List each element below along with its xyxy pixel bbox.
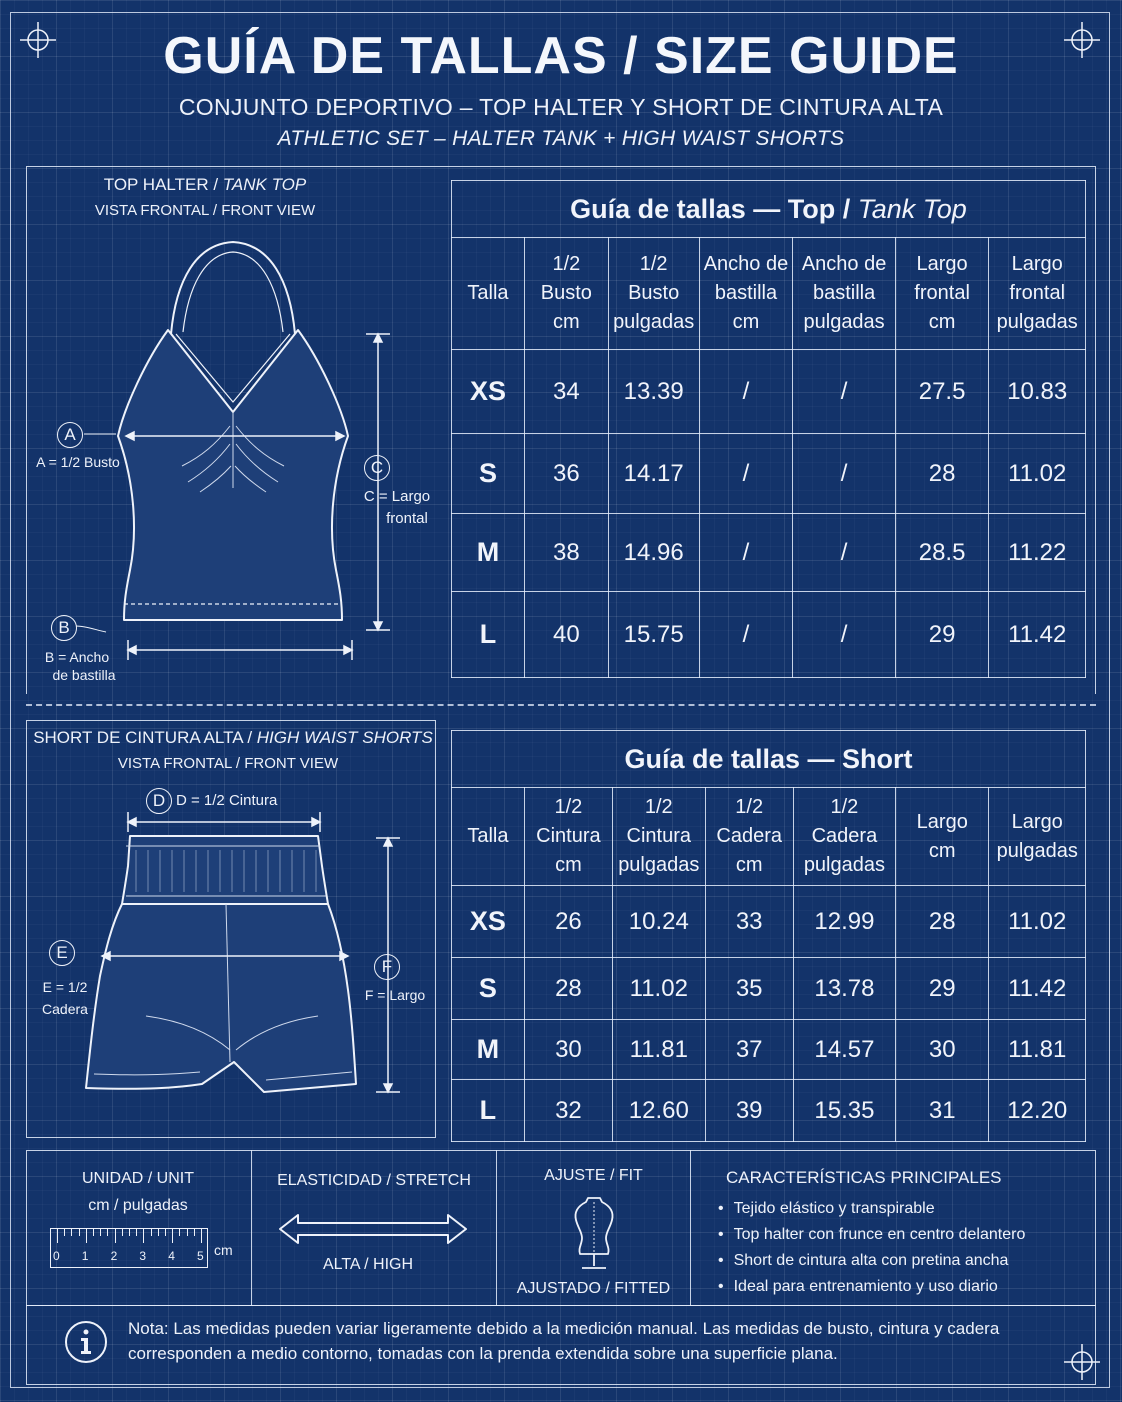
size-cell: XS xyxy=(452,350,525,434)
top-size-table xyxy=(451,180,1086,678)
header-line: pulgadas xyxy=(803,311,885,333)
feature-item: • Short de cintura alta con pretina ancha xyxy=(718,1248,1025,1274)
fit-title: AJUSTE / FIT xyxy=(544,1167,643,1184)
value-cell: 12.99 xyxy=(793,886,895,958)
value-cell: / xyxy=(793,592,895,678)
features-list xyxy=(718,1196,1025,1300)
column-header xyxy=(896,788,989,886)
ruler-tick xyxy=(194,1229,195,1236)
value-cell: 27.5 xyxy=(895,350,989,434)
ruler-tick xyxy=(122,1229,123,1236)
value-cell: 11.81 xyxy=(612,1020,705,1080)
ruler-tick xyxy=(143,1229,144,1243)
header-line: cm xyxy=(555,854,582,876)
value-cell: 28.5 xyxy=(895,514,989,592)
value-cell: / xyxy=(699,592,793,678)
column-header xyxy=(524,238,608,350)
header-line: Cadera xyxy=(716,825,782,847)
marker-e: E xyxy=(49,940,75,966)
value-cell: 15.75 xyxy=(608,592,699,678)
value-cell: 11.42 xyxy=(989,592,1086,678)
value-cell: / xyxy=(699,514,793,592)
size-cell: S xyxy=(452,434,525,514)
header-line: cm xyxy=(735,854,763,876)
features-title: CARACTERÍSTICAS PRINCIPALES xyxy=(726,1168,1002,1187)
header-line: frontal xyxy=(1009,282,1066,304)
value-cell: 40 xyxy=(524,592,608,678)
fit-value: AJUSTADO / FITTED xyxy=(516,1280,671,1297)
header-line: 1/2 xyxy=(554,796,583,818)
size-cell: L xyxy=(452,1080,525,1142)
header-line: pulgadas xyxy=(996,311,1078,333)
header-line: cm xyxy=(928,311,956,333)
value-cell: 11.42 xyxy=(989,958,1086,1020)
table-row xyxy=(452,1020,1086,1080)
marker-f: F xyxy=(374,954,400,980)
table-row xyxy=(452,592,1086,678)
column-header xyxy=(989,238,1086,350)
ruler-tick xyxy=(57,1229,58,1243)
ruler-tick xyxy=(71,1229,72,1236)
info-icon xyxy=(62,1318,110,1366)
value-cell: 11.81 xyxy=(989,1020,1086,1080)
marker-c-label: C = Largo frontal xyxy=(363,488,431,527)
ruler-icon xyxy=(50,1228,208,1268)
value-cell: / xyxy=(699,434,793,514)
table-row xyxy=(452,514,1086,592)
value-cell: 35 xyxy=(705,958,793,1020)
ruler-tick xyxy=(158,1229,159,1236)
divider xyxy=(690,1150,691,1306)
value-cell: 13.39 xyxy=(608,350,699,434)
value-cell: 11.02 xyxy=(989,886,1086,958)
header-line: Ancho de xyxy=(801,253,887,275)
header-line: Cintura xyxy=(536,825,601,847)
shorts-drawing xyxy=(26,780,436,1138)
page-title: GUÍA DE TALLAS / SIZE GUIDE xyxy=(163,27,959,85)
header-line: Largo xyxy=(1011,253,1063,275)
value-cell: 28 xyxy=(896,886,989,958)
value-cell: 11.02 xyxy=(989,434,1086,514)
value-cell: 39 xyxy=(705,1080,793,1142)
column-header xyxy=(524,788,612,886)
header-line: Ancho de xyxy=(703,253,789,275)
shorts-table-caption: Guía de tallas — Short xyxy=(452,731,1086,788)
value-cell: 30 xyxy=(896,1020,989,1080)
header-line: frontal xyxy=(914,282,970,304)
value-cell: 12.20 xyxy=(989,1080,1086,1142)
header-line: bastilla xyxy=(714,282,778,304)
header-line: cm xyxy=(553,311,580,333)
value-cell: 28 xyxy=(895,434,989,514)
column-header xyxy=(452,238,525,350)
column-header xyxy=(612,788,705,886)
ruler-tick-label: 0 xyxy=(53,1249,60,1263)
value-cell: 13.78 xyxy=(793,958,895,1020)
size-cell: L xyxy=(452,592,525,678)
value-cell: 32 xyxy=(524,1080,612,1142)
table-row xyxy=(452,350,1086,434)
header-line: cm xyxy=(732,311,760,333)
header-line: Talla xyxy=(467,282,509,304)
ruler-tick-label: 3 xyxy=(139,1249,147,1263)
column-header xyxy=(608,238,699,350)
value-cell: 14.17 xyxy=(608,434,699,514)
header-line: cm xyxy=(928,839,956,862)
header-line: Largo xyxy=(916,810,968,833)
value-cell: / xyxy=(793,514,895,592)
table-row xyxy=(452,1080,1086,1142)
section-divider xyxy=(26,704,1096,706)
value-cell: 11.02 xyxy=(612,958,705,1020)
marker-a-label: A = 1/2 Busto xyxy=(36,454,120,470)
ruler-tick xyxy=(107,1229,108,1236)
column-header xyxy=(793,238,895,350)
value-cell: / xyxy=(699,350,793,434)
ruler-tick xyxy=(179,1229,180,1236)
value-cell: 37 xyxy=(705,1020,793,1080)
header-line: 1/2 xyxy=(644,796,673,818)
column-header xyxy=(705,788,793,886)
ruler-tick xyxy=(79,1229,80,1236)
header-line: Busto xyxy=(628,282,680,304)
header-line: Busto xyxy=(540,282,592,304)
column-header xyxy=(793,788,895,886)
value-cell: 26 xyxy=(524,886,612,958)
ruler-tick-label: 1 xyxy=(81,1249,89,1263)
value-cell: 11.22 xyxy=(989,514,1086,592)
header-line: pulgadas xyxy=(803,854,885,876)
marker-c: C xyxy=(364,455,390,481)
stretch-arrow-icon xyxy=(276,1212,470,1246)
ruler-tick-label: 2 xyxy=(110,1249,118,1263)
ruler-tick-label: 4 xyxy=(168,1249,175,1263)
ruler-tick xyxy=(100,1229,101,1236)
top-diagram-title: TOP HALTER / TANK TOP xyxy=(103,175,307,194)
top-diagram-view: VISTA FRONTAL / FRONT VIEW xyxy=(94,202,316,219)
marker-a: A xyxy=(57,422,83,448)
column-header xyxy=(452,788,525,886)
value-cell: 15.35 xyxy=(793,1080,895,1142)
header-line: pulgadas xyxy=(613,311,695,333)
header-line: pulgadas xyxy=(618,854,700,876)
page-subtitle: CONJUNTO DEPORTIVO – TOP HALTER Y SHORT DE CINTURA ALTA xyxy=(178,94,944,120)
stretch-title: ELASTICIDAD / STRETCH xyxy=(277,1172,471,1189)
ruler-tick xyxy=(187,1229,188,1236)
ruler-tick xyxy=(151,1229,152,1236)
header-line: 1/2 xyxy=(735,796,764,818)
note-text: Nota: Las medidas pueden variar ligeramente debido a la medición manual. Las medidas de busto, cintura y cadera corresponden a medio contorno, tomadas con la prenda extendida sobre una superficie plana. xyxy=(128,1319,1000,1363)
column-header xyxy=(989,788,1086,886)
table-row xyxy=(452,886,1086,958)
size-cell: M xyxy=(452,1020,525,1080)
value-cell: 10.83 xyxy=(989,350,1086,434)
marker-f-label: F = Largo xyxy=(364,987,426,1003)
marker-d-label: D = 1/2 Cintura xyxy=(176,792,278,809)
ruler-tick xyxy=(93,1229,94,1236)
value-cell: / xyxy=(793,434,895,514)
value-cell: 34 xyxy=(524,350,608,434)
marker-d: D xyxy=(146,788,172,814)
size-cell: XS xyxy=(452,886,525,958)
header-line: bastilla xyxy=(812,282,876,304)
value-cell: 31 xyxy=(896,1080,989,1142)
feature-item: • Top halter con frunce en centro delantero xyxy=(718,1222,1025,1248)
ruler-tick xyxy=(136,1229,137,1236)
header-line: Largo xyxy=(1011,810,1063,833)
dress-form-icon xyxy=(570,1194,618,1272)
ruler-tick xyxy=(165,1229,166,1236)
value-cell: 14.96 xyxy=(608,514,699,592)
header-line: 1/2 xyxy=(552,253,581,275)
ruler-tick xyxy=(115,1229,116,1243)
header-line: 1/2 xyxy=(830,796,859,818)
header-line: 1/2 xyxy=(639,253,668,275)
ruler-tick xyxy=(64,1229,65,1236)
column-header xyxy=(895,238,989,350)
ruler-tick xyxy=(129,1229,130,1236)
value-cell: 33 xyxy=(705,886,793,958)
value-cell: 29 xyxy=(895,592,989,678)
stretch-value: ALTA / HIGH xyxy=(322,1256,414,1273)
value-cell: 30 xyxy=(524,1020,612,1080)
marker-b: B xyxy=(51,615,77,641)
value-cell: 36 xyxy=(524,434,608,514)
feature-item: • Ideal para entrenamiento y uso diario xyxy=(718,1274,1025,1300)
value-cell: 10.24 xyxy=(612,886,705,958)
feature-item: • Tejido elástico y transpirable xyxy=(718,1196,1025,1222)
value-cell: 12.60 xyxy=(612,1080,705,1142)
ruler-tick xyxy=(86,1229,87,1243)
value-cell: 14.57 xyxy=(793,1020,895,1080)
page-subtitle-en: ATHLETIC SET – HALTER TANK + HIGH WAIST SHORTS xyxy=(277,127,845,150)
column-header xyxy=(699,238,793,350)
top-table-caption: Guía de tallas — Top / Tank Top xyxy=(452,181,1086,238)
value-cell: / xyxy=(793,350,895,434)
marker-b-label: B = Ancho de bastilla xyxy=(44,649,116,683)
header-line: Largo xyxy=(916,253,968,275)
shorts-size-table xyxy=(451,730,1086,1142)
value-cell: 28 xyxy=(524,958,612,1020)
header-line: Talla xyxy=(467,825,509,847)
marker-e-label: E = 1/2 Cadera xyxy=(42,979,88,1017)
table-row xyxy=(452,958,1086,1020)
value-cell: 38 xyxy=(524,514,608,592)
unit-subtitle: cm / pulgadas xyxy=(88,1197,188,1214)
ruler-tick xyxy=(172,1229,173,1243)
shorts-diagram-view: VISTA FRONTAL / FRONT VIEW xyxy=(117,755,339,772)
size-cell: M xyxy=(452,514,525,592)
unit-title: UNIDAD / UNIT xyxy=(82,1170,194,1187)
shorts-diagram-title: SHORT DE CINTURA ALTA / HIGH WAIST SHORTS xyxy=(33,728,433,747)
ruler-unit: cm xyxy=(214,1242,233,1258)
table-row xyxy=(452,434,1086,514)
size-cell: S xyxy=(452,958,525,1020)
header-line: pulgadas xyxy=(996,839,1078,862)
header-line: Cintura xyxy=(626,825,692,847)
ruler-tick-label: 5 xyxy=(197,1249,204,1263)
value-cell: 29 xyxy=(896,958,989,1020)
ruler-tick xyxy=(201,1229,202,1243)
header-line: Cadera xyxy=(811,825,878,847)
